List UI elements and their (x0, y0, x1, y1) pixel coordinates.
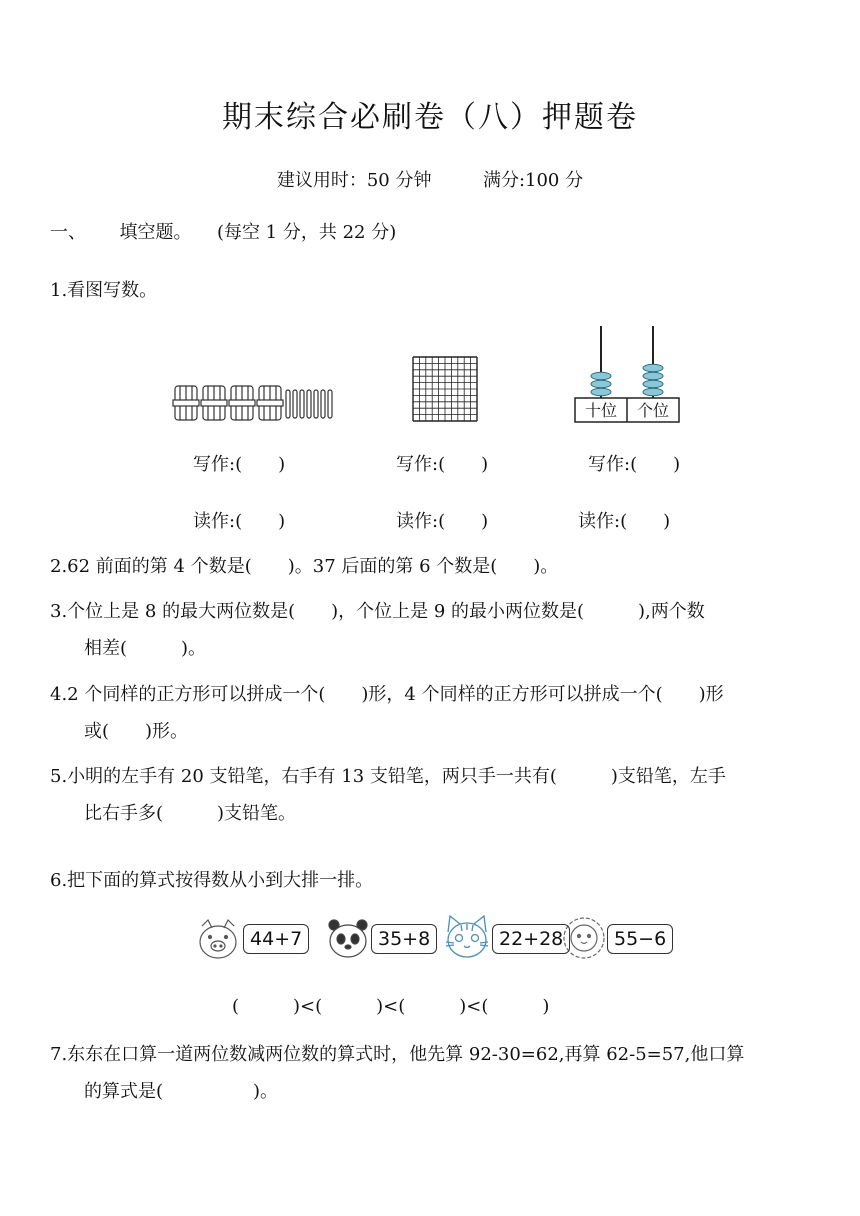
abacus-picture (574, 324, 680, 424)
abacus-bead (591, 388, 611, 396)
stick-bundles-picture (172, 380, 334, 424)
subtitle (0, 166, 860, 192)
abacus-bead (643, 388, 663, 396)
write-blank-3[interactable]: 写作:( ) (588, 454, 681, 475)
abacus-bead (591, 380, 611, 388)
question-7-line-2: 的算式是( )。 (84, 1081, 279, 1102)
expression-card-3: 22+28 (492, 924, 570, 954)
loose-sticks (286, 390, 332, 418)
question-3-line-1: 3.个位上是 8 的最大两位数是( )，个位上是 9 的最小两位数是( ),两个数 (50, 601, 705, 622)
section-number: 一、 (50, 222, 86, 243)
section-note: (每空 1 分，共 22 分) (216, 222, 397, 243)
suggested-time: 建议用时：50 分钟 (276, 170, 432, 191)
write-blank-2[interactable]: 写作:( ) (396, 454, 489, 475)
expression-card-2: 35+8 (371, 924, 437, 954)
read-blank-1[interactable]: 读作:( ) (193, 511, 286, 532)
bundle-4 (257, 386, 283, 420)
read-blank-2[interactable]: 读作:( ) (396, 511, 489, 532)
hundred-grid-picture (412, 356, 480, 422)
question-5-line-2: 比右手多( )支铅笔。 (84, 803, 297, 824)
cat-icon (444, 914, 490, 960)
abacus-bead (643, 380, 663, 388)
abacus-bead (591, 372, 611, 380)
bundle-3 (229, 386, 255, 420)
abacus-bead (643, 372, 663, 380)
question-4-line-1: 4.2 个同样的正方形可以拼成一个( )形，4 个同样的正方形可以拼成一个( )形 (50, 684, 724, 705)
section-heading (50, 218, 396, 244)
abacus-bead (643, 364, 663, 372)
section-name: 填空题。 (119, 222, 192, 243)
expression-card-1: 44+7 (243, 924, 309, 954)
order-answer-line[interactable]: ( )<( )<( )<( ) (232, 996, 550, 1017)
question-7-line-1: 7.东东在口算一道两位数减两位数的算式时，他先算 92-30=62,再算 62-5=57,他口算 (50, 1044, 745, 1065)
question-2: 2.62 前面的第 4 个数是( )。37 后面的第 6 个数是( )。 (50, 556, 559, 577)
pig-icon (196, 918, 240, 960)
write-blank-1[interactable]: 写作:( ) (193, 454, 286, 475)
expression-card-4: 55−6 (607, 924, 673, 954)
panda-icon (326, 918, 370, 960)
question-4-line-2: 或( )形。 (84, 721, 189, 742)
question-3-line-2: 相差( )。 (84, 638, 207, 659)
question-6: 6.把下面的算式按得数从小到大排一排。 (50, 870, 374, 891)
question-5-line-1: 5.小明的左手有 20 支铅笔，右手有 13 支铅笔，两只手一共有( )支铅笔，左手 (50, 766, 726, 787)
bundle-2 (201, 386, 227, 420)
read-blank-3[interactable]: 读作:( ) (578, 511, 671, 532)
tens-label: 十位 (584, 401, 618, 420)
ones-label: 个位 (636, 401, 670, 420)
page-title: 期末综合必刷卷（八）押题卷 (222, 100, 638, 135)
question-1: 1.看图写数。 (50, 280, 158, 301)
full-score: 满分:100 分 (482, 170, 584, 191)
bundle-1 (173, 386, 199, 420)
